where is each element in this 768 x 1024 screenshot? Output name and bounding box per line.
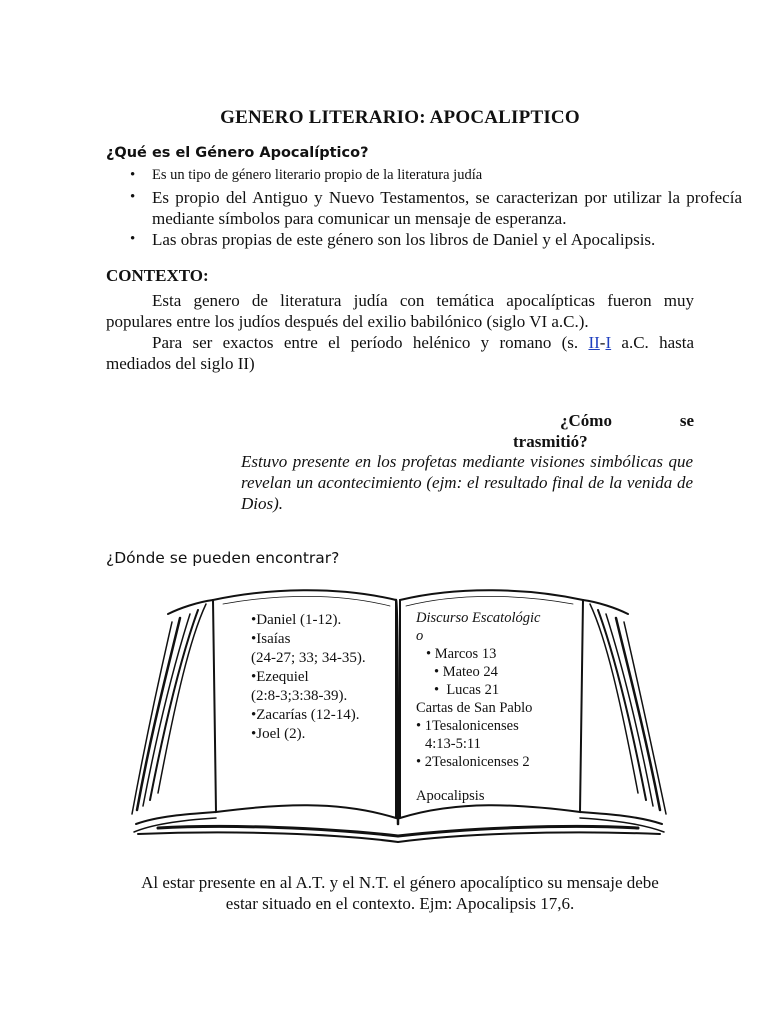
- ot-reference: (2:8-3;3:38-39).: [251, 688, 348, 704]
- gospel-reference: • Lucas 21: [434, 682, 500, 698]
- book-left-page: [251, 611, 391, 744]
- context-line: populares entre los judíos después del exilio babilónico (siglo VI a.C.).: [106, 312, 589, 331]
- spacer: [416, 771, 556, 787]
- question-what-is: ¿Qué es el Género Apocalíptico?: [106, 145, 369, 161]
- transmission-answer: Estuvo presente en los profetas mediante visiones simbólicas que revelan un acontecimiento (ejm: el resultado final de la venida de Dios).: [241, 452, 693, 513]
- period-range: [588, 333, 611, 352]
- list-item: • Las obras propias de este género son los libros de Daniel y el Apocalipsis.: [152, 229, 742, 250]
- context-line: mediados del siglo II): [106, 354, 255, 373]
- range-dash: -: [599, 333, 606, 352]
- ot-reference: •Joel (2).: [251, 726, 306, 742]
- letter-reference: • 2Tesalonicenses 2: [416, 754, 530, 770]
- link-century-2[interactable]: II: [588, 333, 600, 352]
- letter-name: 2Tesalonicenses 2: [424, 754, 530, 770]
- letters-heading: Cartas de San Pablo: [416, 700, 533, 716]
- letter-verses: 4:13-5:11: [425, 736, 481, 752]
- link-century-1[interactable]: I: [605, 333, 612, 352]
- list-item: • Es un tipo de género literario propio de la literatura judía: [152, 166, 742, 184]
- ot-reference: •Isaías: [251, 631, 291, 647]
- gospel-name: Marcos 13: [434, 646, 497, 662]
- eschatological-heading: Discurso Escatológic: [416, 610, 541, 626]
- gospel-name: Mateo 24: [442, 664, 498, 680]
- letter-name: 1Tesalonicenses: [424, 718, 519, 734]
- period-end-text: a.C. hasta: [621, 333, 695, 352]
- context-line: Esta genero de literatura judía con temática apocalípticas fueron muy: [152, 291, 694, 310]
- ot-reference: •Ezequiel: [251, 669, 309, 685]
- list-item: • Es propio del Antiguo y Nuevo Testamentos, se caracterizan por utilizar la profecía mediante símbolos para comunicar un mensaje de esperanza.: [152, 187, 742, 229]
- definition-list: [106, 166, 742, 250]
- context-period-line: [152, 332, 694, 353]
- apocalypse-reference: Apocalipsis: [416, 788, 485, 804]
- period-text: Para ser exactos entre el período helénico y romano (s.: [152, 333, 579, 352]
- context-heading: CONTEXTO:: [106, 266, 209, 285]
- gospel-reference: • Mateo 24: [434, 664, 498, 680]
- eschatological-heading-cont: o: [416, 628, 424, 644]
- ot-reference: •Zacarías (12-14).: [251, 707, 360, 723]
- book-right-page: [416, 609, 556, 805]
- letter-reference: • 1Tesalonicenses: [416, 718, 519, 734]
- open-book-icon: [128, 578, 688, 848]
- transmission-question-cont: trasmitió?: [513, 432, 588, 451]
- gospel-name: Lucas 21: [446, 682, 500, 698]
- gospel-reference: • Marcos 13: [426, 646, 497, 662]
- page-title: GENERO LITERARIO: APOCALIPTICO: [220, 107, 580, 128]
- closing-note: [60, 872, 740, 914]
- closing-line: estar situado en el contexto. Ejm: Apocalipsis 17,6.: [225, 894, 575, 913]
- transmission-question: ¿Cómo se: [560, 411, 694, 430]
- ot-reference: (24-27; 33; 34-35).: [251, 650, 366, 666]
- closing-line: Al estar presente en al A.T. y el N.T. el género apocalíptico su mensaje debe: [141, 873, 659, 892]
- question-where: ¿Dónde se pueden encontrar?: [106, 549, 340, 567]
- ot-reference: •Daniel (1-12).: [251, 612, 342, 628]
